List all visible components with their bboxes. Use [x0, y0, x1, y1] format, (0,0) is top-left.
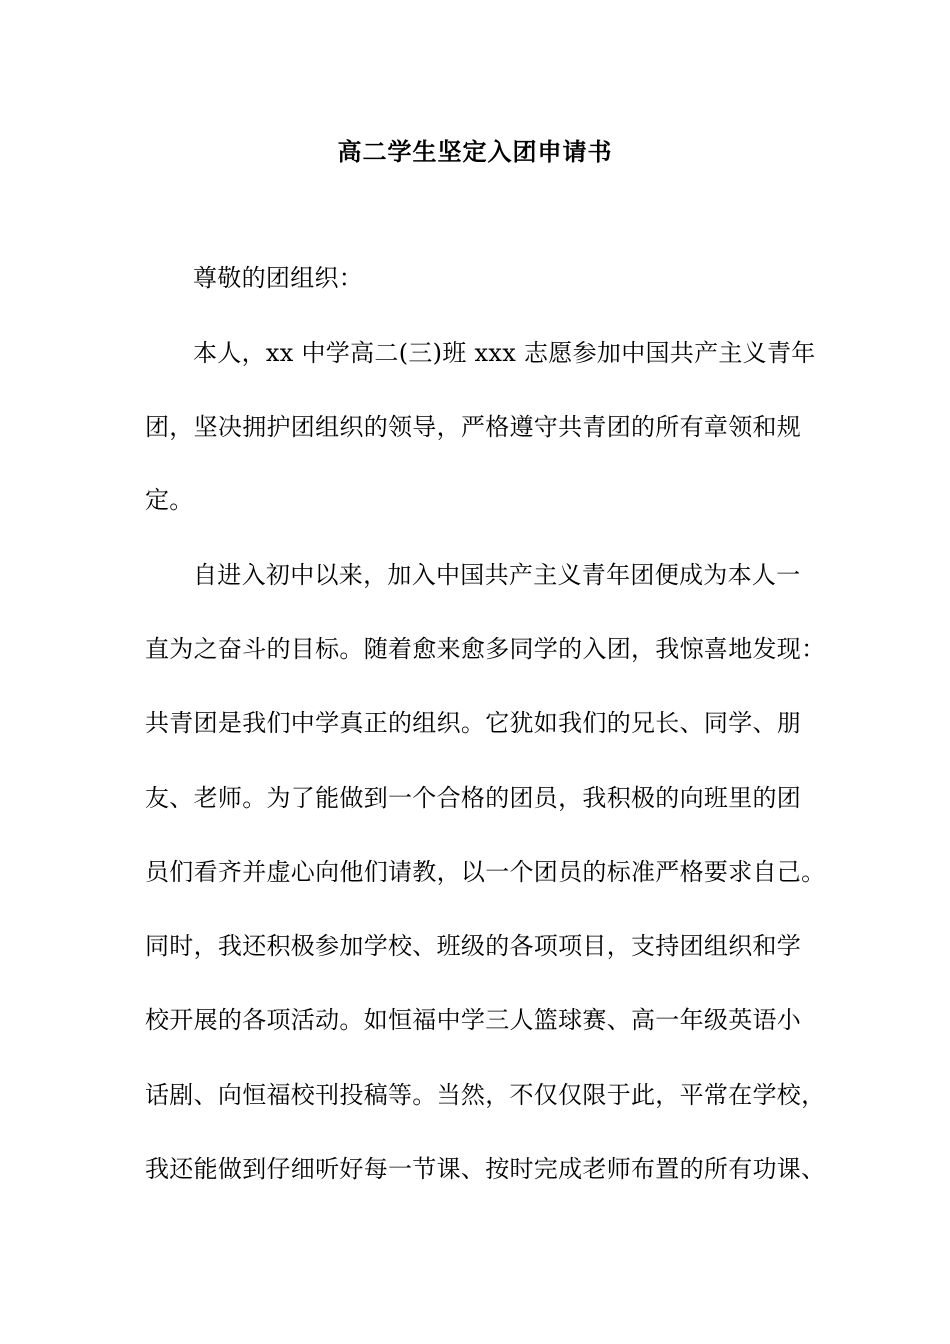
paragraph-line: 员们看齐并虚心向他们请教，以一个团员的标准严格要求自己。 — [145, 858, 826, 886]
salutation: 尊敬的团组织： — [193, 264, 364, 292]
paragraph-line: 本人，xx 中学高二(三)班 xxx 志愿参加中国共产主义青年 — [193, 339, 816, 367]
paragraph-line: 定。 — [145, 486, 194, 514]
paragraph-line: 同时，我还积极参加学校、班级的各项项目，支持团组织和学 — [145, 932, 802, 960]
paragraph-line: 友、老师。为了能做到一个合格的团员，我积极的向班里的团 — [145, 784, 802, 812]
paragraph-line: 我还能做到仔细听好每一节课、按时完成老师布置的所有功课、 — [145, 1155, 826, 1183]
paragraph-line: 自进入初中以来，加入中国共产主义青年团便成为本人一 — [193, 561, 801, 589]
paragraph-line: 团，坚决拥护团组织的领导，严格遵守共青团的所有章领和规 — [145, 413, 802, 441]
paragraph-line: 直为之奋斗的目标。随着愈来愈多同学的入团，我惊喜地发现： — [145, 635, 826, 663]
paragraph-line: 共青团是我们中学真正的组织。它犹如我们的兄长、同学、朋 — [145, 709, 802, 737]
paragraph-line: 校开展的各项活动。如恒福中学三人篮球赛、高一年级英语小 — [145, 1006, 802, 1034]
document-title: 高二学生坚定入团申请书 — [337, 137, 613, 166]
paragraph-line: 话剧、向恒福校刊投稿等。当然，不仅仅限于此，平常在学校， — [145, 1081, 826, 1109]
